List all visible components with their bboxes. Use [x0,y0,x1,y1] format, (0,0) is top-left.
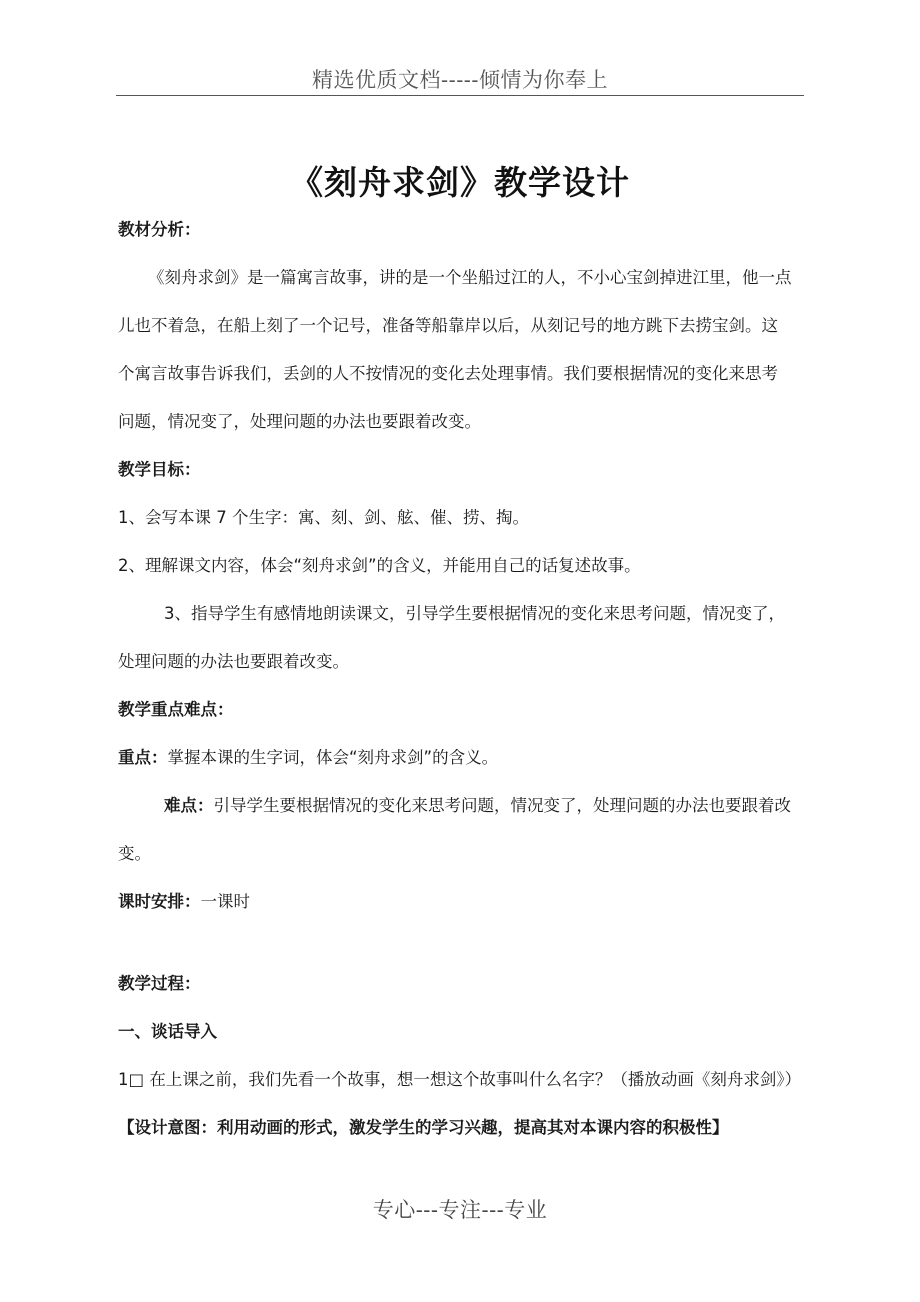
step1-heading: 一、谈话导入 [118,1022,217,1041]
difficult-point-text: 引导学生要根据情况的变化来思考问题，情况变了，处理问题的办法也要跟着改变。 [118,796,791,863]
difficult-point-label: 难点： [164,796,214,815]
schedule [118,878,794,926]
analysis-heading: 教材分析： [118,220,201,239]
goal-item-2: 2、理解课文内容，体会“刻舟求剑”的含义，并能用自己的话复述故事。 [118,556,641,575]
goal-item-3: 3、指导学生有感情地朗读课文，引导学生要根据情况的变化来思考问题，情况变了，处理问题的办法也要跟着改变。 [118,604,785,671]
difficult-point [118,782,794,878]
goal-item-1: 1、会写本课 7 个生字：寓、刻、剑、舷、催、捞、掏。 [118,508,529,527]
process-heading: 教学过程： [118,974,201,993]
key-point [118,734,794,782]
step1-intent: 【设计意图：利用动画的形式，激发学生的学习兴趣，提高其对本课内容的积极性】 [118,1118,729,1137]
schedule-text: 一课时 [200,892,250,911]
header-divider [116,95,804,96]
document-body [118,206,802,1152]
document-title: 《刻舟求剑》教学设计 [290,163,630,202]
key-point-text: 掌握本课的生字词，体会“刻舟求剑”的含义。 [167,748,499,767]
analysis-paragraph: 《刻舟求剑》是一篇寓言故事，讲的是一个坐船过江的人，不小心宝剑掉进江里，他一点儿也不着急，在船上刻了一个记号，准备等船靠岸以后，从刻记号的地方跳下去捞宝剑。这个寓言故事告诉我们，丢剑的人不按情况的变化去处理事情。我们要根据情况的变化来思考问题，情况变了，处理问题的办法也要跟着改变。 [118,268,792,431]
section-spacer [118,926,794,960]
keypoints-heading: 教学重点难点： [118,700,234,719]
schedule-label: 课时安排： [118,892,201,911]
key-point-label: 重点： [118,748,168,767]
step1-item-text: 1□ 在上课之前，我们先看一个故事，想一想这个故事叫什么名字？（播放动画《刻舟求剑》） [118,1070,802,1089]
page-header: 精选优质文档-----倾情为你奉上 [312,68,608,92]
goals-heading: 教学目标： [118,460,201,479]
page-footer: 专心---专注---专业 [372,1198,548,1222]
step1-item [118,1056,802,1152]
